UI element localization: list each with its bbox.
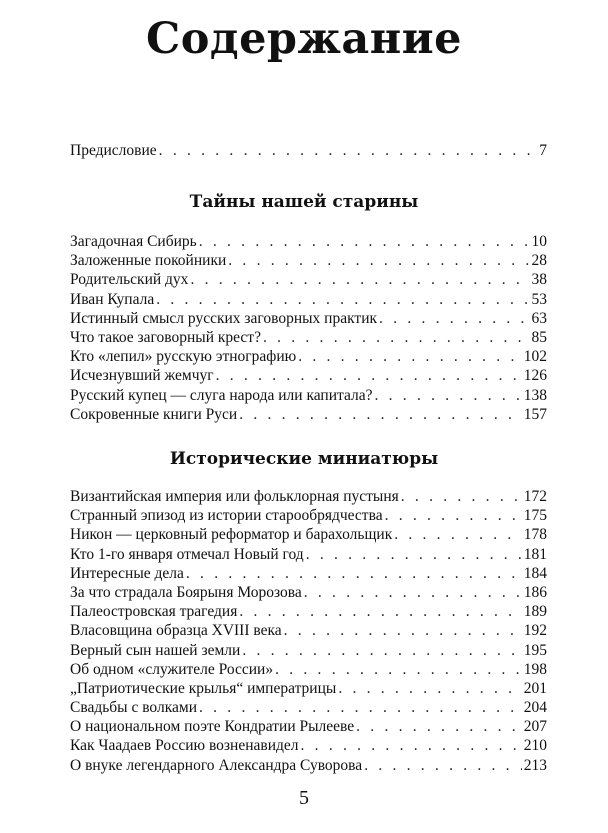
dot-leader — [156, 290, 529, 309]
toc-entry-page: 210 — [523, 737, 547, 755]
toc-entry[interactable] — [70, 506, 547, 525]
toc-entry-title: Странный эпизод из истории старообрядчества — [70, 507, 383, 525]
toc-entry-title: Верный сын нашей земли — [70, 641, 241, 659]
toc-entry-title: Русский купец — слуга народа или капитала? — [70, 386, 373, 404]
toc-entry-page: 213 — [523, 756, 547, 774]
toc-entry-title: Как Чаадаев Россию возненавидел — [70, 737, 299, 755]
toc-entry-page: 204 — [523, 699, 547, 717]
toc-entry[interactable] — [70, 621, 547, 640]
toc-entry-title: „Патриотические крылья“ императрицы — [70, 679, 337, 697]
dot-leader — [379, 309, 529, 328]
toc-entry-title: Кто «лепил» русскую этнографию — [70, 348, 297, 366]
toc-section-1 — [70, 232, 547, 424]
toc-entry-title: Свадьбы с волками — [70, 699, 197, 717]
dot-leader — [364, 756, 522, 775]
dot-leader — [338, 679, 521, 698]
toc-entry-page: 189 — [523, 603, 547, 621]
toc-entry[interactable] — [70, 756, 547, 775]
toc-entry[interactable] — [70, 290, 547, 309]
toc-entry[interactable] — [70, 698, 547, 717]
toc-entry-title: Никон — церковный реформатор и барахольщик — [70, 526, 393, 544]
toc-entry[interactable] — [70, 717, 547, 736]
toc-entry[interactable] — [70, 251, 547, 270]
toc-entry-page: 192 — [523, 622, 547, 640]
toc-entry-page: 85 — [531, 328, 547, 346]
dot-leader — [298, 347, 522, 366]
dot-leader — [239, 602, 521, 621]
toc-entry-page: 195 — [523, 641, 547, 659]
dot-leader — [385, 506, 522, 525]
dot-leader — [159, 141, 538, 160]
toc-entry[interactable] — [70, 347, 547, 366]
section-title-2: Исторические миниатюры — [169, 449, 439, 469]
toc-entry-page: 28 — [531, 252, 547, 270]
toc-entry[interactable] — [70, 328, 547, 347]
dot-leader — [216, 366, 522, 385]
toc-entry[interactable] — [70, 309, 547, 328]
toc-entry-page: 7 — [539, 142, 547, 159]
toc-entry-page: 178 — [523, 526, 547, 544]
dot-leader — [356, 717, 522, 736]
toc-entry[interactable] — [70, 736, 547, 755]
dot-leader — [239, 405, 522, 424]
toc-entry-title: Власовщина образца XVIII века — [70, 622, 282, 640]
toc-entry[interactable] — [70, 386, 547, 405]
dot-leader — [228, 251, 529, 270]
toc-entry-page: 63 — [531, 309, 547, 327]
toc-entry-page: 126 — [523, 367, 547, 385]
toc-entry-page: 186 — [523, 583, 547, 601]
toc-entry-title: Загадочная Сибирь — [70, 233, 197, 250]
section-title-1: Тайны нашей старины — [189, 192, 419, 212]
dot-leader — [263, 328, 530, 347]
toc-entry[interactable] — [70, 487, 547, 506]
toc-entry-title: Исчезнувший жемчуг — [70, 367, 214, 385]
toc-entry-title: Родительский дух — [70, 271, 189, 289]
toc-entry-title: Сокровенные книги Руси — [70, 405, 238, 423]
dot-leader — [394, 525, 522, 544]
toc-entry-page: 184 — [523, 564, 547, 582]
dot-leader — [199, 698, 522, 717]
dot-leader — [375, 386, 522, 405]
toc-entry[interactable] — [70, 545, 547, 564]
toc-entry-page: 181 — [523, 545, 547, 563]
toc-entry-page: 38 — [531, 271, 547, 289]
toc-entry-title: Заложенные покойники — [70, 252, 227, 270]
toc-entry-title: За что страдала Боярыня Морозова — [70, 583, 302, 601]
toc-entry-page: 207 — [523, 718, 547, 736]
dot-leader — [304, 583, 522, 602]
toc-entry-title: О внуке легендарного Александра Суворова — [70, 756, 363, 774]
toc-entry-title: Палеостровская трагедия — [70, 603, 238, 621]
toc-entry[interactable] — [70, 583, 547, 602]
toc-preface — [70, 141, 547, 160]
toc-entry[interactable] — [70, 679, 547, 698]
dot-leader — [275, 660, 522, 679]
toc-entry-page: 172 — [523, 488, 547, 505]
toc-entry-title: Иван Купала — [70, 290, 155, 308]
toc-entry-page: 201 — [523, 679, 547, 697]
dot-leader — [190, 270, 529, 289]
toc-entry-page: 10 — [531, 233, 547, 250]
toc-entry-title: Что такое заговорный крест? — [70, 328, 261, 346]
toc-entry-page: 198 — [523, 660, 547, 678]
toc-entry[interactable] — [70, 660, 547, 679]
toc-entry[interactable] — [70, 564, 547, 583]
dot-leader — [401, 487, 522, 506]
toc-entry-page: 175 — [523, 507, 547, 525]
dot-leader — [186, 564, 522, 583]
toc-entry-title: Византийская империя или фольклорная пустыня — [70, 488, 399, 505]
toc-entry-page: 138 — [523, 386, 547, 404]
toc-entry-title: Интересные дела — [70, 564, 184, 582]
toc-entry[interactable] — [70, 641, 547, 660]
toc-entry[interactable] — [70, 232, 547, 251]
toc-entry-page: 53 — [531, 290, 547, 308]
page-title: Содержание — [146, 14, 462, 64]
dot-leader — [199, 232, 530, 251]
toc-entry[interactable] — [70, 366, 547, 385]
toc-entry-page: 157 — [523, 405, 547, 423]
toc-entry-preface[interactable] — [70, 141, 547, 160]
toc-entry[interactable] — [70, 405, 547, 424]
page-number: 5 — [299, 787, 309, 809]
dot-leader — [306, 545, 522, 564]
toc-section-2 — [70, 487, 547, 775]
toc-entry[interactable] — [70, 270, 547, 289]
toc-entry-title: Кто 1-го января отмечал Новый год — [70, 545, 304, 563]
toc-entry-title: О национальном поэте Кондратии Рылееве — [70, 718, 355, 736]
toc-entry-title: Истинный смысл русских заговорных практик — [70, 309, 378, 327]
toc-entry[interactable] — [70, 525, 547, 544]
dot-leader — [301, 736, 522, 755]
toc-entry-title: Предисловие — [70, 142, 157, 159]
toc-entry-page: 102 — [523, 348, 547, 366]
dot-leader — [242, 641, 521, 660]
toc-entry[interactable] — [70, 602, 547, 621]
dot-leader — [284, 621, 522, 640]
toc-entry-title: Об одном «служителе России» — [70, 660, 274, 678]
